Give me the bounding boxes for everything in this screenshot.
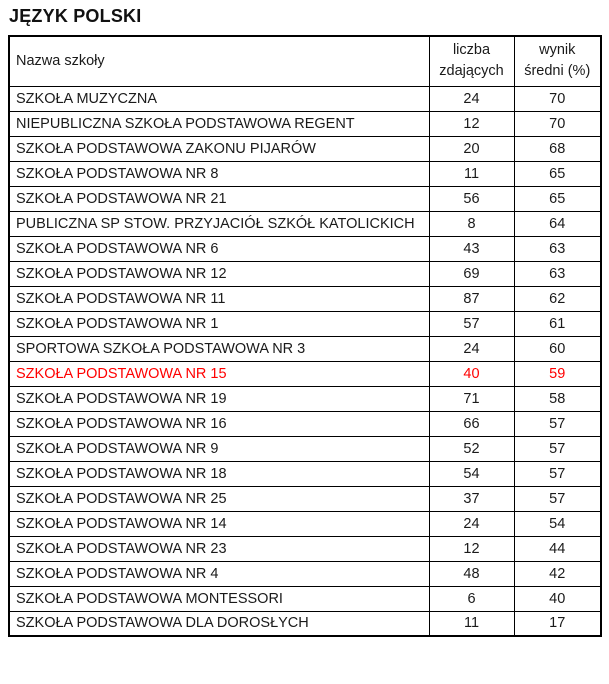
col-header-average-result-line1: wynik [539,42,576,59]
average-result-cell: 54 [514,511,601,536]
table-row [9,336,601,361]
average-result-cell: 68 [514,136,601,161]
col-header-testers-count-line2: zdających [439,63,504,80]
average-result-cell: 60 [514,336,601,361]
table-row [9,386,601,411]
average-result-cell: 57 [514,411,601,436]
testers-count-cell: 20 [429,136,514,161]
table-row [9,561,601,586]
school-name-cell: SZKOŁA PODSTAWOWA NR 12 [9,261,429,286]
average-result-cell: 61 [514,311,601,336]
average-result-cell: 63 [514,261,601,286]
table-row [9,586,601,611]
table-row [9,286,601,311]
average-result-cell: 57 [514,436,601,461]
table-row [9,611,601,636]
table-row [9,211,601,236]
testers-count-cell: 37 [429,486,514,511]
col-header-testers-count-line1: liczba [452,42,491,59]
testers-count-cell: 40 [429,361,514,386]
average-result-cell: 70 [514,111,601,136]
testers-count-cell: 66 [429,411,514,436]
school-name-cell: SZKOŁA PODSTAWOWA NR 21 [9,186,429,211]
average-result-cell: 58 [514,386,601,411]
testers-count-cell: 43 [429,236,514,261]
table-row [9,261,601,286]
school-name-cell: SZKOŁA PODSTAWOWA NR 8 [9,161,429,186]
col-header-school-name: Nazwa szkoły [9,36,429,86]
table-row [9,161,601,186]
average-result-cell: 44 [514,536,601,561]
table-body [9,86,601,636]
testers-count-cell: 69 [429,261,514,286]
school-name-cell: SZKOŁA MUZYCZNA [9,86,429,111]
table-row [9,361,601,386]
testers-count-cell: 24 [429,511,514,536]
testers-count-cell: 24 [429,86,514,111]
average-result-cell: 70 [514,86,601,111]
testers-count-cell: 57 [429,311,514,336]
testers-count-cell: 12 [429,111,514,136]
school-name-cell: SZKOŁA PODSTAWOWA NR 11 [9,286,429,311]
table-row [9,411,601,436]
testers-count-cell: 71 [429,386,514,411]
school-name-cell: SZKOŁA PODSTAWOWA NR 4 [9,561,429,586]
testers-count-cell: 56 [429,186,514,211]
table-row [9,111,601,136]
school-name-cell: SZKOŁA PODSTAWOWA NR 1 [9,311,429,336]
testers-count-cell: 12 [429,536,514,561]
average-result-cell: 40 [514,586,601,611]
school-name-cell: SPORTOWA SZKOŁA PODSTAWOWA NR 3 [9,336,429,361]
table-row [9,511,601,536]
table-row [9,236,601,261]
school-name-cell: SZKOŁA PODSTAWOWA NR 14 [9,511,429,536]
school-name-cell: SZKOŁA PODSTAWOWA NR 16 [9,411,429,436]
average-result-cell: 63 [514,236,601,261]
average-result-cell: 59 [514,361,601,386]
col-header-testers-count [429,36,514,86]
table-row [9,486,601,511]
average-result-cell: 42 [514,561,601,586]
table-header [9,36,601,86]
testers-count-cell: 11 [429,161,514,186]
table-row [9,186,601,211]
page-title: JĘZYK POLSKI [9,6,142,26]
testers-count-cell: 87 [429,286,514,311]
average-result-cell: 65 [514,161,601,186]
testers-count-cell: 54 [429,461,514,486]
average-result-cell: 17 [514,611,601,636]
table-row [9,311,601,336]
school-name-cell: SZKOŁA PODSTAWOWA NR 18 [9,461,429,486]
table-row [9,461,601,486]
col-header-average-result-line2: średni (%) [524,63,591,80]
school-name-cell: SZKOŁA PODSTAWOWA DLA DOROSŁYCH [9,611,429,636]
testers-count-cell: 24 [429,336,514,361]
table-row [9,86,601,111]
table-row [9,136,601,161]
average-result-cell: 64 [514,211,601,236]
table-row [9,436,601,461]
testers-count-cell: 48 [429,561,514,586]
school-name-cell: SZKOŁA PODSTAWOWA NR 19 [9,386,429,411]
average-result-cell: 57 [514,461,601,486]
school-name-cell: SZKOŁA PODSTAWOWA NR 6 [9,236,429,261]
testers-count-cell: 11 [429,611,514,636]
school-name-cell: SZKOŁA PODSTAWOWA MONTESSORI [9,586,429,611]
school-name-cell: SZKOŁA PODSTAWOWA ZAKONU PIJARÓW [9,136,429,161]
results-table [8,35,602,637]
col-header-average-result [514,36,601,86]
school-name-cell: SZKOŁA PODSTAWOWA NR 15 [9,361,429,386]
school-name-cell: SZKOŁA PODSTAWOWA NR 25 [9,486,429,511]
average-result-cell: 57 [514,486,601,511]
school-name-cell: SZKOŁA PODSTAWOWA NR 9 [9,436,429,461]
table-row [9,536,601,561]
testers-count-cell: 52 [429,436,514,461]
average-result-cell: 62 [514,286,601,311]
average-result-cell: 65 [514,186,601,211]
testers-count-cell: 6 [429,586,514,611]
testers-count-cell: 8 [429,211,514,236]
header-row [9,36,601,86]
school-name-cell: SZKOŁA PODSTAWOWA NR 23 [9,536,429,561]
school-name-cell: NIEPUBLICZNA SZKOŁA PODSTAWOWA REGENT [9,111,429,136]
school-name-cell: PUBLICZNA SP STOW. PRZYJACIÓŁ SZKÓŁ KATOLICKICH [9,211,429,236]
